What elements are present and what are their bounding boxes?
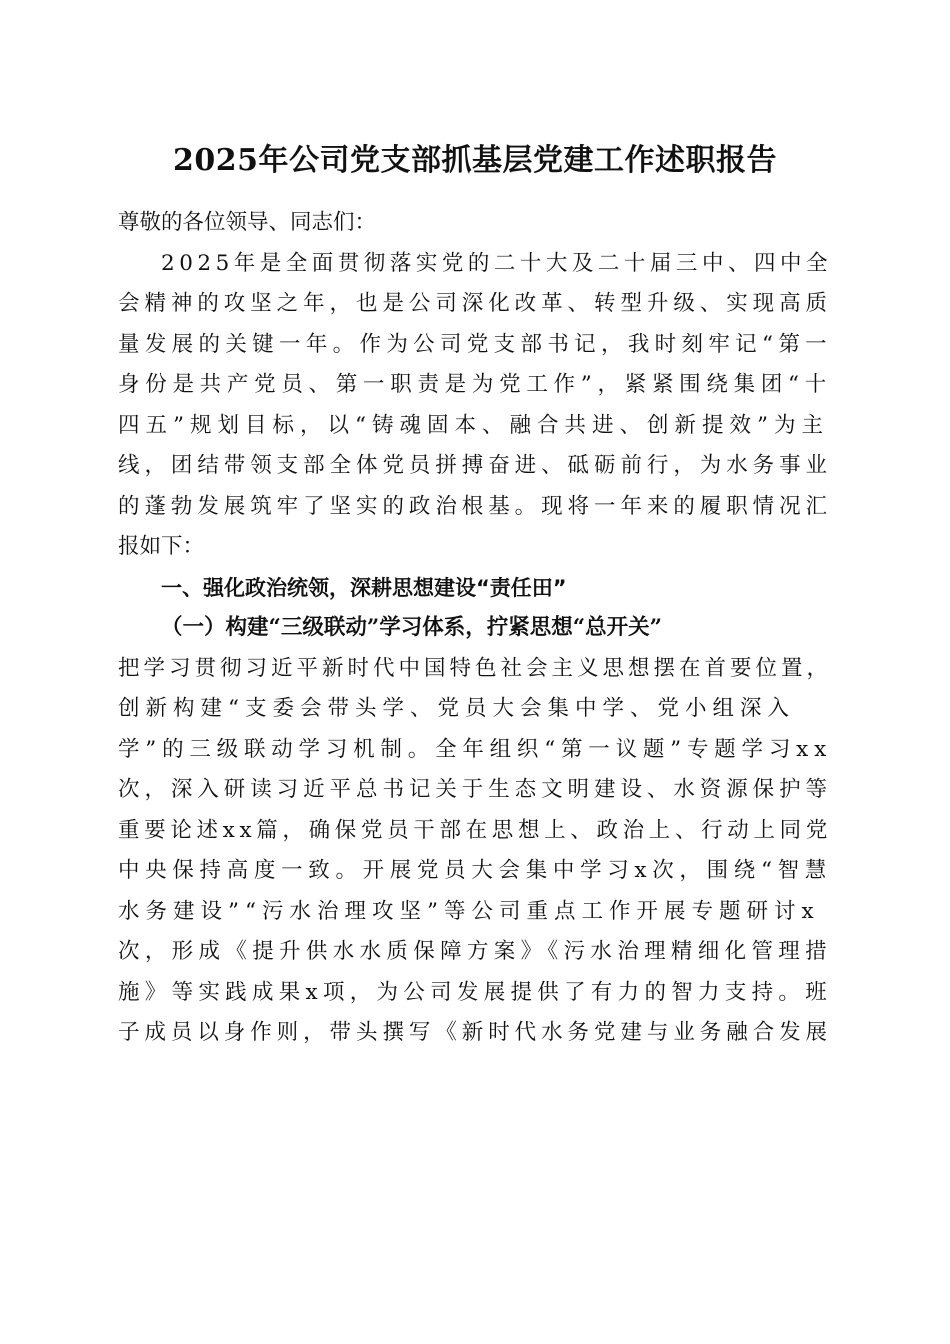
- intro-line: 身份是共产党员、第一职责是为党工作”，紧紧围绕集团“十: [118, 372, 832, 397]
- subsection-heading: （一）构建“三级联动”学习体系，拧紧思想“总开关”: [161, 615, 662, 640]
- paragraph-line: 次，形成《提升供水水质保障方案》《污水治理精细化管理措: [118, 939, 832, 964]
- paragraph-line: 创新构建“支委会带头学、党员大会集中学、党小组深入: [118, 696, 795, 721]
- paragraph-line: 学”的三级联动学习机制。全年组织“第一议题”专题学习xx: [118, 736, 832, 762]
- paragraph-line: 施》等实践成果x项，为公司发展提供了有力的智力支持。班: [118, 979, 832, 1005]
- salutation: 尊敬的各位领导、同志们：: [118, 210, 377, 235]
- paragraph-line: 把学习贯彻习近平新时代中国特色社会主义思想摆在首要位置，: [118, 655, 832, 681]
- section-heading: 一、强化政治统领，深耕思想建设“责任田”: [161, 575, 567, 600]
- paragraph-line: 水务建设”“污水治理攻坚”等公司重点工作开展专题研讨x: [118, 898, 820, 924]
- paragraph-line: 重要论述xx篇，确保党员干部在思想上、政治上、行动上同党: [118, 817, 832, 843]
- paragraph-line: 次，深入研读习近平总书记关于生态文明建设、水资源保护等: [118, 777, 832, 802]
- document-body: [118, 203, 832, 1054]
- intro-line: 2025年是全面贯彻落实党的二十大及二十届三中、四中全: [161, 250, 832, 276]
- intro-line: 报如下：: [118, 534, 205, 559]
- intro-line: 会精神的攻坚之年，也是公司深化改革、转型升级、实现高质: [118, 291, 832, 316]
- paragraph-line: 中央保持高度一致。开展党员大会集中学习x次，围绕“智慧: [118, 858, 832, 883]
- intro-line: 量发展的关键一年。作为公司党支部书记，我时刻牢记“第一: [118, 331, 832, 357]
- document-title: 2025年公司党支部抓基层党建工作述职报告: [173, 143, 777, 178]
- intro-line: 四五”规划目标，以“铸魂固本、融合共进、创新提效”为主: [118, 412, 829, 438]
- intro-line: 的蓬勃发展筑牢了坚实的政治根基。现将一年来的履职情况汇: [118, 493, 832, 519]
- intro-line: 线，团结带领支部全体党员拼搏奋进、砥砺前行，为水务事业: [118, 453, 832, 478]
- paragraph-line: 子成员以身作则，带头撰写《新时代水务党建与业务融合发展: [118, 1020, 832, 1045]
